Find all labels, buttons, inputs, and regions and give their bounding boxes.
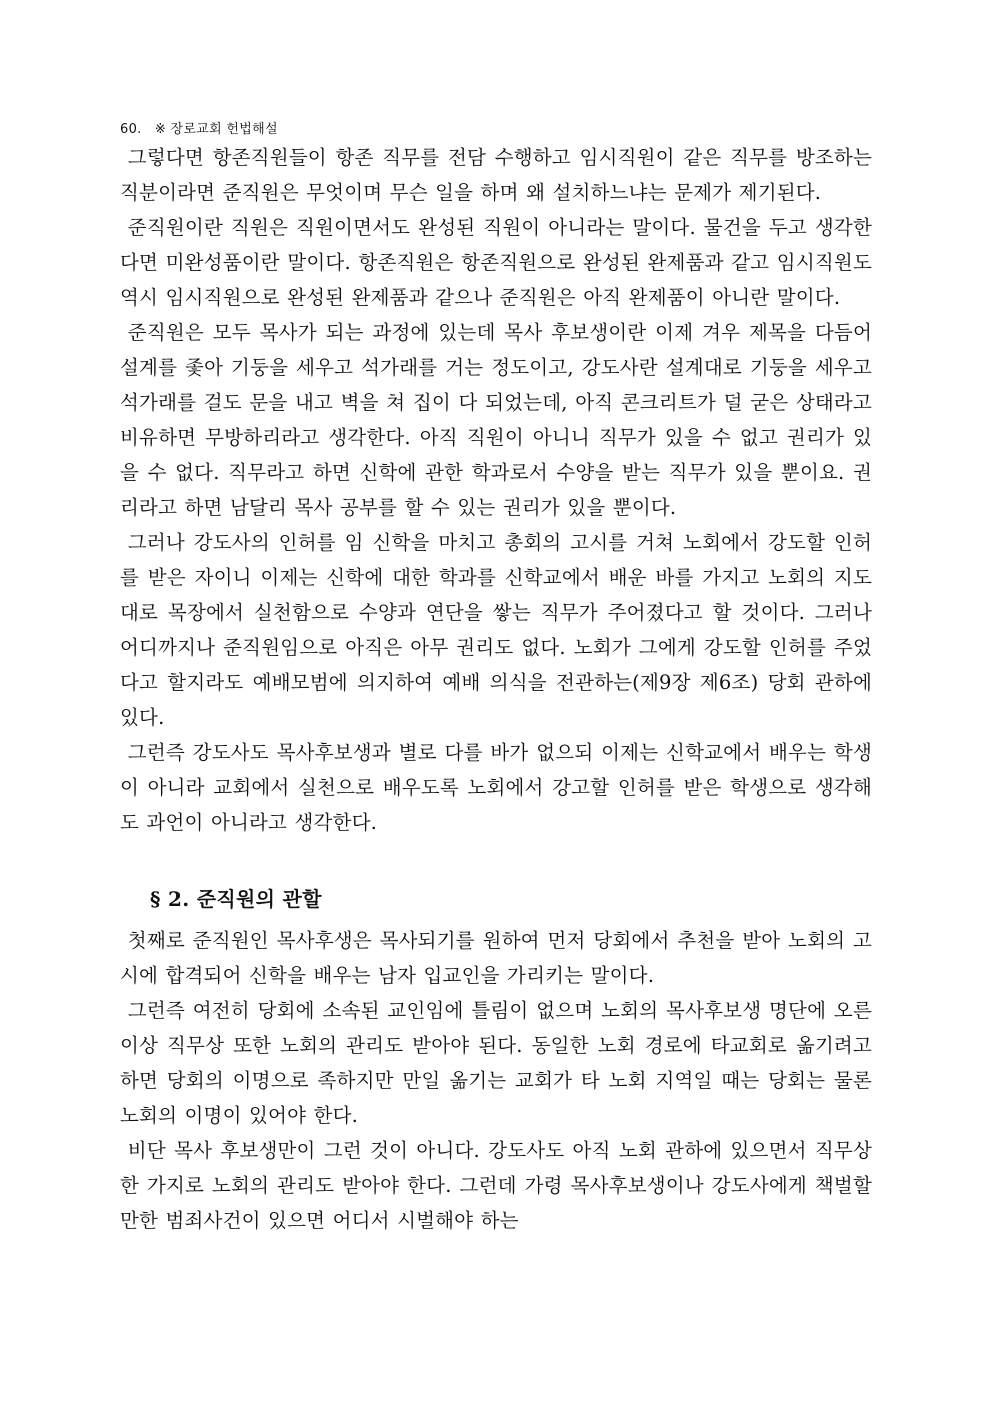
paragraph: 그런즉 강도사도 목사후보생과 별로 다를 바가 없으되 이제는 신학교에서 배우는 학생이 아니라 교회에서 실천으로 배우도록 노회에서 강고할 인허를 받은 학생으로 생각해도 과언이 아니라고 생각한다. xyxy=(120,741,872,834)
running-header xyxy=(120,118,278,137)
paragraph: 첫째로 준직원인 목사후생은 목사되기를 원하여 먼저 당회에서 추천을 받아 노회의 고시에 합격되어 신학을 배우는 남자 입교인을 가리키는 말이다. xyxy=(120,929,872,987)
paragraph: 비단 목사 후보생만이 그런 것이 아니다. 강도사도 아직 노회 관하에 있으면서 직무상 한 가지로 노회의 관리도 받아야 한다. 그런데 가령 목사후보생이나 강도사에게 책벌할만한 범죄사건이 있으면 어디서 시벌해야 하는 xyxy=(120,1139,872,1232)
section-heading: § 2. 준직원의 관할 xyxy=(150,887,322,911)
paragraph: 그런즉 여전히 당회에 소속된 교인임에 틀림이 없으며 노회의 목사후보생 명단에 오른 이상 직무상 또한 노회의 관리도 받아야 된다. 동일한 노회 경로에 타교회로 옮기려고 하면 당회의 이명으로 족하지만 만일 옮기는 교회가 타 노회 지역일 때는 당회는 물론 노회의 이명이 있어야 한다. xyxy=(120,999,872,1127)
paragraph: 그러나 강도사의 인허를 임 신학을 마치고 총회의 고시를 거쳐 노회에서 강도할 인허를 받은 자이니 이제는 신학에 대한 학과를 신학교에서 배운 바를 가지고 노회의 지도대로 목장에서 실천함으로 수양과 연단을 쌓는 직무가 주어졌다고 할 것이다. 그러나 어디까지나 준직원임으로 아직은 아무 권리도 없다. 노회가 그에게 강도할 인허를 주었다고 할지라도 예배모범에 의지하여 예배 의식을 전관하는(제9장 제6조) 당회 관하에 있다. xyxy=(120,531,872,729)
paragraph: 준직원이란 직원은 직원이면서도 완성된 직원이 아니라는 말이다. 물건을 두고 생각한다면 미완성품이란 말이다. 항존직원은 항존직원으로 완성된 완제품과 같고 임시직원도 역시 임시직원으로 완성된 완제품과 같으나 준직원은 아직 완제품이 아니란 말이다. xyxy=(120,216,872,309)
page-number: 60. xyxy=(120,122,142,137)
body-text xyxy=(120,140,872,1238)
paragraph: 그렇다면 항존직원들이 항존 직무를 전담 수행하고 임시직원이 같은 직무를 방조하는 직분이라면 준직원은 무엇이며 무슨 일을 하며 왜 설치하느냐는 문제가 제기된다. xyxy=(120,146,872,204)
running-title: ※ 장로교회 헌법해설 xyxy=(154,122,278,137)
paragraph: 준직원은 모두 목사가 되는 과정에 있는데 목사 후보생이란 이제 겨우 제목을 다듬어 설계를 좇아 기둥을 세우고 석가래를 거는 정도이고, 강도사란 설계대로 기둥을 세우고 석가래를 걸도 문을 내고 벽을 쳐 집이 다 되었는데, 아직 콘크리트가 덜 굳은 상태라고 비유하면 무방하리라고 생각한다. 아직 직원이 아니니 직무가 있을 수 없고 권리가 있을 수 없다. 직무라고 하면 신학에 관한 학과로서 수양을 받는 직무가 있을 뿐이요. 권리라고 하면 남달리 목사 공부를 할 수 있는 권리가 있을 뿐이다. xyxy=(120,321,872,519)
